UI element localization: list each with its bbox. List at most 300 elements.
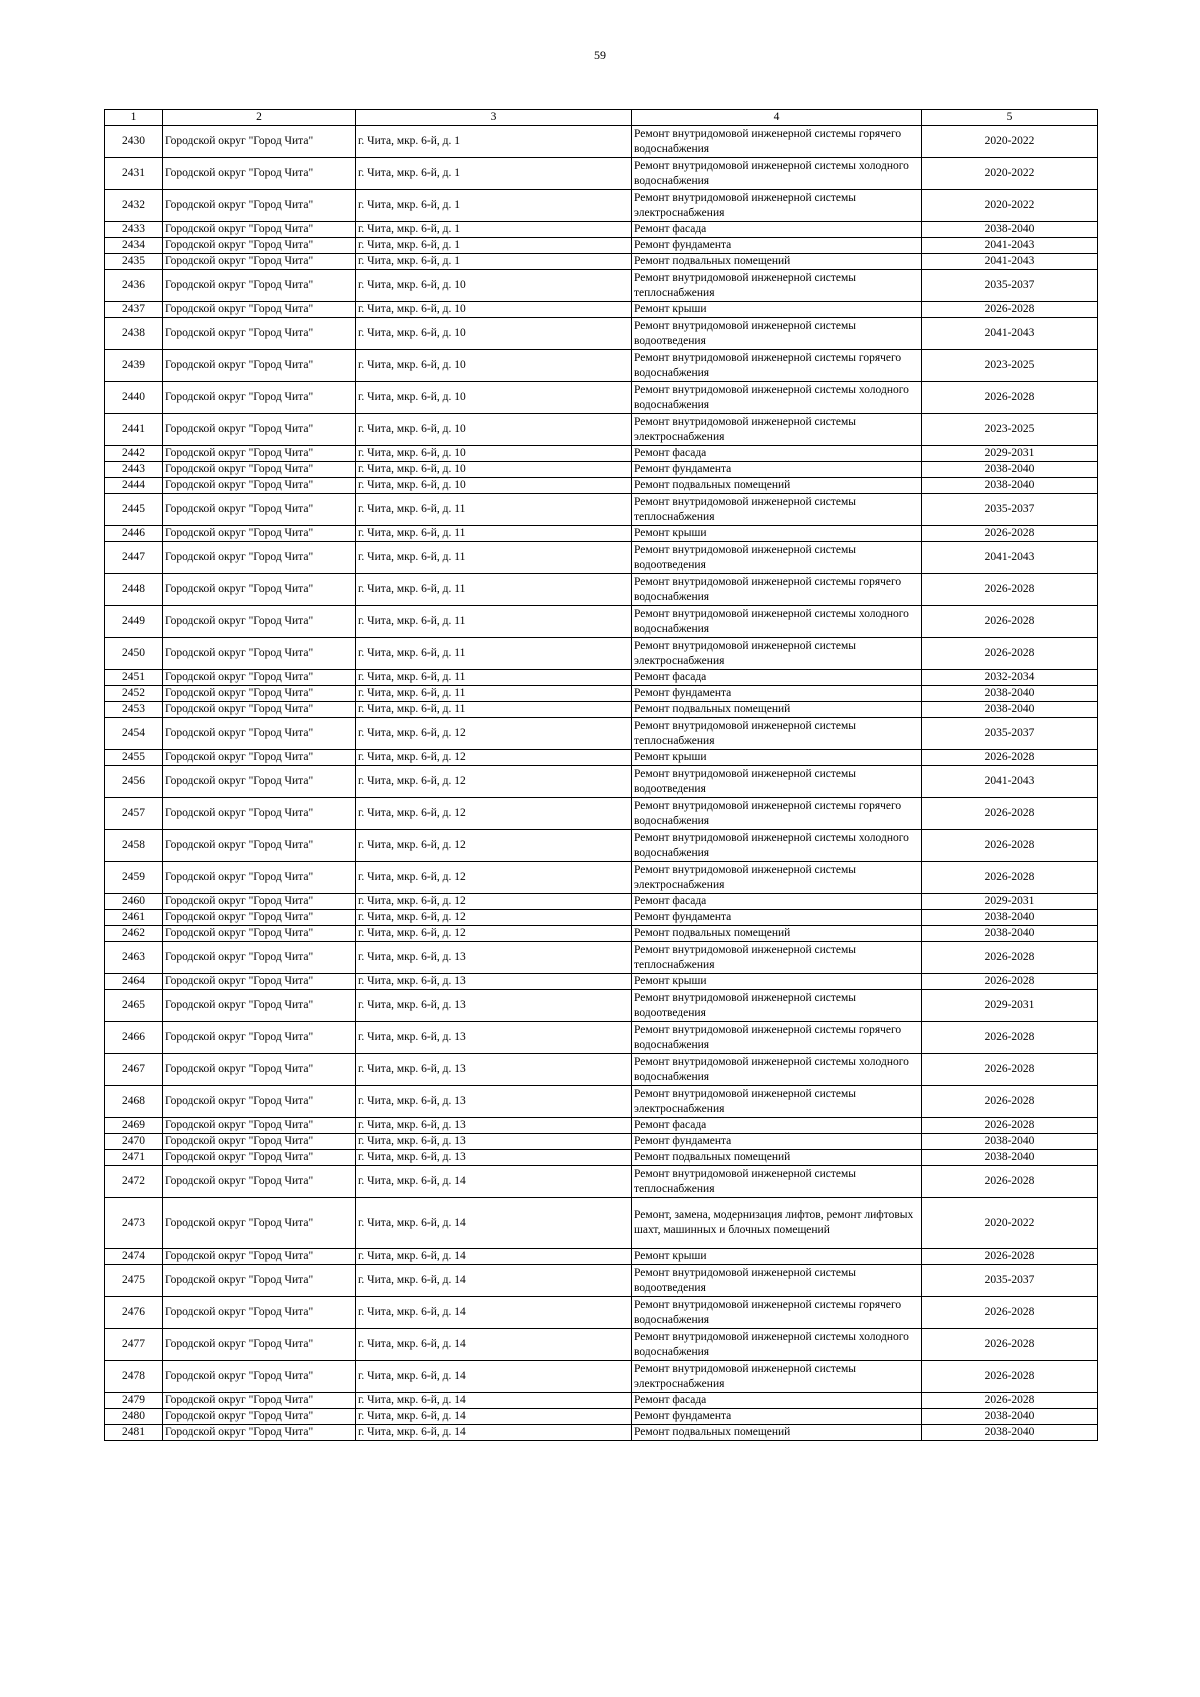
table-body bbox=[105, 110, 1098, 1441]
row-number-cell: 2437 bbox=[105, 302, 163, 318]
address-cell: г. Чита, мкр. 6-й, д. 11 bbox=[356, 574, 632, 606]
municipality-cell: Городской округ "Город Чита" bbox=[163, 606, 356, 638]
period-cell: 2041-2043 bbox=[922, 318, 1098, 350]
row-number-cell: 2473 bbox=[105, 1198, 163, 1249]
table-row bbox=[105, 830, 1098, 862]
table-row bbox=[105, 574, 1098, 606]
row-number-cell: 2471 bbox=[105, 1150, 163, 1166]
row-number-cell: 2448 bbox=[105, 574, 163, 606]
period-cell: 2026-2028 bbox=[922, 1393, 1098, 1409]
row-number-cell: 2455 bbox=[105, 750, 163, 766]
row-number-cell: 2436 bbox=[105, 270, 163, 302]
municipality-cell: Городской округ "Город Чита" bbox=[163, 702, 356, 718]
municipality-cell: Городской округ "Город Чита" bbox=[163, 1086, 356, 1118]
row-number-cell: 2443 bbox=[105, 462, 163, 478]
address-cell: г. Чита, мкр. 6-й, д. 11 bbox=[356, 494, 632, 526]
address-cell: г. Чита, мкр. 6-й, д. 1 bbox=[356, 190, 632, 222]
address-cell: г. Чита, мкр. 6-й, д. 14 bbox=[356, 1249, 632, 1265]
table-row bbox=[105, 1198, 1098, 1249]
table-row bbox=[105, 718, 1098, 750]
municipality-cell: Городской округ "Город Чита" bbox=[163, 1329, 356, 1361]
work-type-cell: Ремонт внутридомовой инженерной системы теплоснабжения bbox=[632, 942, 922, 974]
municipality-cell: Городской округ "Город Чита" bbox=[163, 798, 356, 830]
table-row bbox=[105, 1054, 1098, 1086]
period-cell: 2020-2022 bbox=[922, 126, 1098, 158]
period-cell: 2038-2040 bbox=[922, 926, 1098, 942]
row-number-cell: 2450 bbox=[105, 638, 163, 670]
table-row bbox=[105, 254, 1098, 270]
municipality-cell: Городской округ "Город Чита" bbox=[163, 270, 356, 302]
period-cell: 2026-2028 bbox=[922, 862, 1098, 894]
table-header-row bbox=[105, 110, 1098, 126]
address-cell: г. Чита, мкр. 6-й, д. 1 bbox=[356, 126, 632, 158]
table-row bbox=[105, 894, 1098, 910]
municipality-cell: Городской округ "Город Чита" bbox=[163, 1198, 356, 1249]
address-cell: г. Чита, мкр. 6-й, д. 11 bbox=[356, 638, 632, 670]
municipality-cell: Городской округ "Город Чита" bbox=[163, 318, 356, 350]
address-cell: г. Чита, мкр. 6-й, д. 14 bbox=[356, 1297, 632, 1329]
page-number: 59 bbox=[594, 48, 606, 62]
address-cell: г. Чита, мкр. 6-й, д. 1 bbox=[356, 254, 632, 270]
address-cell: г. Чита, мкр. 6-й, д. 10 bbox=[356, 302, 632, 318]
work-type-cell: Ремонт внутридомовой инженерной системы электроснабжения bbox=[632, 1086, 922, 1118]
table-row bbox=[105, 238, 1098, 254]
period-cell: 2026-2028 bbox=[922, 606, 1098, 638]
row-number-cell: 2461 bbox=[105, 910, 163, 926]
row-number-cell: 2457 bbox=[105, 798, 163, 830]
table-row bbox=[105, 526, 1098, 542]
table-row bbox=[105, 270, 1098, 302]
period-cell: 2026-2028 bbox=[922, 382, 1098, 414]
work-type-cell: Ремонт внутридомовой инженерной системы холодного водоснабжения bbox=[632, 606, 922, 638]
period-cell: 2026-2028 bbox=[922, 830, 1098, 862]
address-cell: г. Чита, мкр. 6-й, д. 13 bbox=[356, 1022, 632, 1054]
period-cell: 2035-2037 bbox=[922, 494, 1098, 526]
period-cell: 2026-2028 bbox=[922, 1118, 1098, 1134]
work-type-cell: Ремонт внутридомовой инженерной системы водоотведения bbox=[632, 990, 922, 1022]
row-number-cell: 2431 bbox=[105, 158, 163, 190]
address-cell: г. Чита, мкр. 6-й, д. 14 bbox=[356, 1265, 632, 1297]
row-number-cell: 2476 bbox=[105, 1297, 163, 1329]
municipality-cell: Городской округ "Город Чита" bbox=[163, 462, 356, 478]
row-number-cell: 2467 bbox=[105, 1054, 163, 1086]
work-type-cell: Ремонт подвальных помещений bbox=[632, 702, 922, 718]
municipality-cell: Городской округ "Город Чита" bbox=[163, 830, 356, 862]
row-number-cell: 2440 bbox=[105, 382, 163, 414]
period-cell: 2026-2028 bbox=[922, 974, 1098, 990]
work-type-cell: Ремонт фундамента bbox=[632, 910, 922, 926]
row-number-cell: 2452 bbox=[105, 686, 163, 702]
period-cell: 2026-2028 bbox=[922, 1249, 1098, 1265]
address-cell: г. Чита, мкр. 6-й, д. 11 bbox=[356, 542, 632, 574]
table-row bbox=[105, 942, 1098, 974]
table-row bbox=[105, 670, 1098, 686]
table-row bbox=[105, 606, 1098, 638]
address-cell: г. Чита, мкр. 6-й, д. 10 bbox=[356, 414, 632, 446]
period-cell: 2038-2040 bbox=[922, 478, 1098, 494]
period-cell: 2038-2040 bbox=[922, 462, 1098, 478]
table-row bbox=[105, 1361, 1098, 1393]
row-number-cell: 2465 bbox=[105, 990, 163, 1022]
row-number-cell: 2433 bbox=[105, 222, 163, 238]
work-type-cell: Ремонт фасада bbox=[632, 446, 922, 462]
work-type-cell: Ремонт внутридомовой инженерной системы электроснабжения bbox=[632, 1361, 922, 1393]
table-row bbox=[105, 1022, 1098, 1054]
work-type-cell: Ремонт фасада bbox=[632, 1393, 922, 1409]
address-cell: г. Чита, мкр. 6-й, д. 14 bbox=[356, 1409, 632, 1425]
municipality-cell: Городской округ "Город Чита" bbox=[163, 382, 356, 414]
municipality-cell: Городской округ "Город Чита" bbox=[163, 926, 356, 942]
address-cell: г. Чита, мкр. 6-й, д. 14 bbox=[356, 1425, 632, 1441]
address-cell: г. Чита, мкр. 6-й, д. 10 bbox=[356, 462, 632, 478]
table-row bbox=[105, 798, 1098, 830]
work-type-cell: Ремонт внутридомовой инженерной системы горячего водоснабжения bbox=[632, 1297, 922, 1329]
period-cell: 2026-2028 bbox=[922, 574, 1098, 606]
work-type-cell: Ремонт подвальных помещений bbox=[632, 926, 922, 942]
period-cell: 2026-2028 bbox=[922, 942, 1098, 974]
address-cell: г. Чита, мкр. 6-й, д. 12 bbox=[356, 894, 632, 910]
work-type-cell: Ремонт фундамента bbox=[632, 238, 922, 254]
row-number-cell: 2474 bbox=[105, 1249, 163, 1265]
address-cell: г. Чита, мкр. 6-й, д. 12 bbox=[356, 910, 632, 926]
address-cell: г. Чита, мкр. 6-й, д. 10 bbox=[356, 350, 632, 382]
work-type-cell: Ремонт подвальных помещений bbox=[632, 1425, 922, 1441]
address-cell: г. Чита, мкр. 6-й, д. 13 bbox=[356, 1054, 632, 1086]
table-row bbox=[105, 1265, 1098, 1297]
table-row bbox=[105, 974, 1098, 990]
row-number-cell: 2479 bbox=[105, 1393, 163, 1409]
period-cell: 2029-2031 bbox=[922, 894, 1098, 910]
table-row bbox=[105, 638, 1098, 670]
table-row bbox=[105, 702, 1098, 718]
row-number-cell: 2472 bbox=[105, 1166, 163, 1198]
work-type-cell: Ремонт внутридомовой инженерной системы горячего водоснабжения bbox=[632, 1022, 922, 1054]
address-cell: г. Чита, мкр. 6-й, д. 1 bbox=[356, 222, 632, 238]
column-header-5: 5 bbox=[922, 110, 1098, 126]
row-number-cell: 2434 bbox=[105, 238, 163, 254]
row-number-cell: 2475 bbox=[105, 1265, 163, 1297]
work-type-cell: Ремонт внутридомовой инженерной системы теплоснабжения bbox=[632, 494, 922, 526]
municipality-cell: Городской округ "Город Чита" bbox=[163, 750, 356, 766]
municipality-cell: Городской округ "Город Чита" bbox=[163, 1265, 356, 1297]
period-cell: 2023-2025 bbox=[922, 414, 1098, 446]
municipality-cell: Городской округ "Город Чита" bbox=[163, 254, 356, 270]
period-cell: 2020-2022 bbox=[922, 158, 1098, 190]
address-cell: г. Чита, мкр. 6-й, д. 12 bbox=[356, 862, 632, 894]
work-type-cell: Ремонт фундамента bbox=[632, 1409, 922, 1425]
municipality-cell: Городской округ "Город Чита" bbox=[163, 190, 356, 222]
work-type-cell: Ремонт фасада bbox=[632, 222, 922, 238]
address-cell: г. Чита, мкр. 6-й, д. 14 bbox=[356, 1361, 632, 1393]
municipality-cell: Городской округ "Город Чита" bbox=[163, 718, 356, 750]
table-row bbox=[105, 750, 1098, 766]
work-type-cell: Ремонт внутридомовой инженерной системы теплоснабжения bbox=[632, 718, 922, 750]
capital-repair-table bbox=[104, 109, 1098, 1441]
municipality-cell: Городской округ "Город Чита" bbox=[163, 686, 356, 702]
address-cell: г. Чита, мкр. 6-й, д. 13 bbox=[356, 1134, 632, 1150]
address-cell: г. Чита, мкр. 6-й, д. 10 bbox=[356, 478, 632, 494]
address-cell: г. Чита, мкр. 6-й, д. 14 bbox=[356, 1329, 632, 1361]
work-type-cell: Ремонт внутридомовой инженерной системы холодного водоснабжения bbox=[632, 1329, 922, 1361]
work-type-cell: Ремонт крыши bbox=[632, 1249, 922, 1265]
period-cell: 2041-2043 bbox=[922, 542, 1098, 574]
work-type-cell: Ремонт крыши bbox=[632, 750, 922, 766]
municipality-cell: Городской округ "Город Чита" bbox=[163, 126, 356, 158]
period-cell: 2041-2043 bbox=[922, 238, 1098, 254]
table-row bbox=[105, 1425, 1098, 1441]
row-number-cell: 2444 bbox=[105, 478, 163, 494]
address-cell: г. Чита, мкр. 6-й, д. 13 bbox=[356, 1086, 632, 1118]
row-number-cell: 2462 bbox=[105, 926, 163, 942]
municipality-cell: Городской округ "Город Чита" bbox=[163, 1393, 356, 1409]
work-type-cell: Ремонт крыши bbox=[632, 302, 922, 318]
address-cell: г. Чита, мкр. 6-й, д. 14 bbox=[356, 1393, 632, 1409]
table-row bbox=[105, 494, 1098, 526]
municipality-cell: Городской округ "Город Чита" bbox=[163, 478, 356, 494]
address-cell: г. Чита, мкр. 6-й, д. 12 bbox=[356, 766, 632, 798]
municipality-cell: Городской округ "Город Чита" bbox=[163, 974, 356, 990]
address-cell: г. Чита, мкр. 6-й, д. 10 bbox=[356, 318, 632, 350]
period-cell: 2038-2040 bbox=[922, 910, 1098, 926]
work-type-cell: Ремонт внутридомовой инженерной системы теплоснабжения bbox=[632, 270, 922, 302]
table-row bbox=[105, 1329, 1098, 1361]
period-cell: 2038-2040 bbox=[922, 1425, 1098, 1441]
work-type-cell: Ремонт фасада bbox=[632, 1118, 922, 1134]
table-row bbox=[105, 414, 1098, 446]
period-cell: 2026-2028 bbox=[922, 1086, 1098, 1118]
address-cell: г. Чита, мкр. 6-й, д. 14 bbox=[356, 1166, 632, 1198]
municipality-cell: Городской округ "Город Чита" bbox=[163, 222, 356, 238]
period-cell: 2023-2025 bbox=[922, 350, 1098, 382]
work-type-cell: Ремонт внутридомовой инженерной системы горячего водоснабжения bbox=[632, 798, 922, 830]
row-number-cell: 2468 bbox=[105, 1086, 163, 1118]
row-number-cell: 2446 bbox=[105, 526, 163, 542]
column-header-2: 2 bbox=[163, 110, 356, 126]
work-type-cell: Ремонт подвальных помещений bbox=[632, 1150, 922, 1166]
row-number-cell: 2449 bbox=[105, 606, 163, 638]
row-number-cell: 2459 bbox=[105, 862, 163, 894]
row-number-cell: 2432 bbox=[105, 190, 163, 222]
period-cell: 2035-2037 bbox=[922, 718, 1098, 750]
address-cell: г. Чита, мкр. 6-й, д. 13 bbox=[356, 1118, 632, 1134]
municipality-cell: Городской округ "Город Чита" bbox=[163, 1054, 356, 1086]
table-row bbox=[105, 910, 1098, 926]
work-type-cell: Ремонт внутридомовой инженерной системы электроснабжения bbox=[632, 414, 922, 446]
work-type-cell: Ремонт фасада bbox=[632, 670, 922, 686]
period-cell: 2029-2031 bbox=[922, 446, 1098, 462]
municipality-cell: Городской округ "Город Чита" bbox=[163, 942, 356, 974]
table-row bbox=[105, 862, 1098, 894]
address-cell: г. Чита, мкр. 6-й, д. 10 bbox=[356, 270, 632, 302]
address-cell: г. Чита, мкр. 6-й, д. 13 bbox=[356, 974, 632, 990]
row-number-cell: 2451 bbox=[105, 670, 163, 686]
period-cell: 2026-2028 bbox=[922, 750, 1098, 766]
work-type-cell: Ремонт фасада bbox=[632, 894, 922, 910]
period-cell: 2026-2028 bbox=[922, 1297, 1098, 1329]
address-cell: г. Чита, мкр. 6-й, д. 10 bbox=[356, 382, 632, 414]
address-cell: г. Чита, мкр. 6-й, д. 11 bbox=[356, 606, 632, 638]
municipality-cell: Городской округ "Город Чита" bbox=[163, 766, 356, 798]
table-row bbox=[105, 1249, 1098, 1265]
row-number-cell: 2480 bbox=[105, 1409, 163, 1425]
address-cell: г. Чита, мкр. 6-й, д. 1 bbox=[356, 238, 632, 254]
row-number-cell: 2463 bbox=[105, 942, 163, 974]
address-cell: г. Чита, мкр. 6-й, д. 11 bbox=[356, 686, 632, 702]
municipality-cell: Городской округ "Город Чита" bbox=[163, 1249, 356, 1265]
row-number-cell: 2435 bbox=[105, 254, 163, 270]
period-cell: 2041-2043 bbox=[922, 254, 1098, 270]
row-number-cell: 2466 bbox=[105, 1022, 163, 1054]
municipality-cell: Городской округ "Город Чита" bbox=[163, 990, 356, 1022]
period-cell: 2020-2022 bbox=[922, 190, 1098, 222]
row-number-cell: 2438 bbox=[105, 318, 163, 350]
table-row bbox=[105, 126, 1098, 158]
column-header-4: 4 bbox=[632, 110, 922, 126]
table-row bbox=[105, 1409, 1098, 1425]
work-type-cell: Ремонт внутридомовой инженерной системы водоотведения bbox=[632, 318, 922, 350]
row-number-cell: 2441 bbox=[105, 414, 163, 446]
period-cell: 2026-2028 bbox=[922, 1329, 1098, 1361]
municipality-cell: Городской округ "Город Чита" bbox=[163, 1134, 356, 1150]
period-cell: 2041-2043 bbox=[922, 766, 1098, 798]
work-type-cell: Ремонт внутридомовой инженерной системы электроснабжения bbox=[632, 862, 922, 894]
period-cell: 2026-2028 bbox=[922, 1166, 1098, 1198]
address-cell: г. Чита, мкр. 6-й, д. 13 bbox=[356, 942, 632, 974]
period-cell: 2026-2028 bbox=[922, 638, 1098, 670]
work-type-cell: Ремонт крыши bbox=[632, 526, 922, 542]
period-cell: 2035-2037 bbox=[922, 1265, 1098, 1297]
row-number-cell: 2477 bbox=[105, 1329, 163, 1361]
table-row bbox=[105, 222, 1098, 238]
work-type-cell: Ремонт, замена, модернизация лифтов, ремонт лифтовых шахт, машинных и блочных помещений bbox=[632, 1198, 922, 1249]
period-cell: 2026-2028 bbox=[922, 1022, 1098, 1054]
table-row bbox=[105, 926, 1098, 942]
row-number-cell: 2445 bbox=[105, 494, 163, 526]
table-row bbox=[105, 1118, 1098, 1134]
municipality-cell: Городской округ "Город Чита" bbox=[163, 894, 356, 910]
municipality-cell: Городской округ "Город Чита" bbox=[163, 1409, 356, 1425]
table-row bbox=[105, 990, 1098, 1022]
row-number-cell: 2456 bbox=[105, 766, 163, 798]
table-row bbox=[105, 1150, 1098, 1166]
municipality-cell: Городской округ "Город Чита" bbox=[163, 1150, 356, 1166]
row-number-cell: 2481 bbox=[105, 1425, 163, 1441]
work-type-cell: Ремонт фундамента bbox=[632, 1134, 922, 1150]
work-type-cell: Ремонт внутридомовой инженерной системы холодного водоснабжения bbox=[632, 158, 922, 190]
municipality-cell: Городской округ "Город Чита" bbox=[163, 574, 356, 606]
address-cell: г. Чита, мкр. 6-й, д. 12 bbox=[356, 798, 632, 830]
row-number-cell: 2464 bbox=[105, 974, 163, 990]
column-header-3: 3 bbox=[356, 110, 632, 126]
period-cell: 2038-2040 bbox=[922, 702, 1098, 718]
municipality-cell: Городской округ "Город Чита" bbox=[163, 414, 356, 446]
municipality-cell: Городской округ "Город Чита" bbox=[163, 1118, 356, 1134]
work-type-cell: Ремонт внутридомовой инженерной системы холодного водоснабжения bbox=[632, 382, 922, 414]
municipality-cell: Городской округ "Город Чита" bbox=[163, 238, 356, 254]
address-cell: г. Чита, мкр. 6-й, д. 1 bbox=[356, 158, 632, 190]
municipality-cell: Городской округ "Город Чита" bbox=[163, 1166, 356, 1198]
municipality-cell: Городской округ "Город Чита" bbox=[163, 302, 356, 318]
row-number-cell: 2478 bbox=[105, 1361, 163, 1393]
period-cell: 2038-2040 bbox=[922, 222, 1098, 238]
row-number-cell: 2460 bbox=[105, 894, 163, 910]
table-row bbox=[105, 542, 1098, 574]
period-cell: 2038-2040 bbox=[922, 1409, 1098, 1425]
work-type-cell: Ремонт подвальных помещений bbox=[632, 254, 922, 270]
table-row bbox=[105, 318, 1098, 350]
table-row bbox=[105, 1393, 1098, 1409]
municipality-cell: Городской округ "Город Чита" bbox=[163, 158, 356, 190]
table-row bbox=[105, 478, 1098, 494]
period-cell: 2026-2028 bbox=[922, 526, 1098, 542]
period-cell: 2038-2040 bbox=[922, 1150, 1098, 1166]
row-number-cell: 2458 bbox=[105, 830, 163, 862]
municipality-cell: Городской округ "Город Чита" bbox=[163, 526, 356, 542]
municipality-cell: Городской округ "Город Чита" bbox=[163, 1361, 356, 1393]
address-cell: г. Чита, мкр. 6-й, д. 12 bbox=[356, 926, 632, 942]
period-cell: 2026-2028 bbox=[922, 798, 1098, 830]
period-cell: 2038-2040 bbox=[922, 1134, 1098, 1150]
table-row bbox=[105, 766, 1098, 798]
municipality-cell: Городской округ "Город Чита" bbox=[163, 1022, 356, 1054]
municipality-cell: Городской округ "Город Чита" bbox=[163, 494, 356, 526]
address-cell: г. Чита, мкр. 6-й, д. 11 bbox=[356, 702, 632, 718]
municipality-cell: Городской округ "Город Чита" bbox=[163, 350, 356, 382]
table-row bbox=[105, 1086, 1098, 1118]
period-cell: 2038-2040 bbox=[922, 686, 1098, 702]
municipality-cell: Городской округ "Город Чита" bbox=[163, 1297, 356, 1329]
period-cell: 2020-2022 bbox=[922, 1198, 1098, 1249]
work-type-cell: Ремонт внутридомовой инженерной системы электроснабжения bbox=[632, 638, 922, 670]
work-type-cell: Ремонт внутридомовой инженерной системы водоотведения bbox=[632, 1265, 922, 1297]
period-cell: 2026-2028 bbox=[922, 1054, 1098, 1086]
address-cell: г. Чита, мкр. 6-й, д. 11 bbox=[356, 670, 632, 686]
table-row bbox=[105, 1134, 1098, 1150]
table-row bbox=[105, 350, 1098, 382]
municipality-cell: Городской округ "Город Чита" bbox=[163, 638, 356, 670]
address-cell: г. Чита, мкр. 6-й, д. 12 bbox=[356, 718, 632, 750]
work-type-cell: Ремонт внутридомовой инженерной системы водоотведения bbox=[632, 766, 922, 798]
work-type-cell: Ремонт внутридомовой инженерной системы холодного водоснабжения bbox=[632, 1054, 922, 1086]
work-type-cell: Ремонт внутридомовой инженерной системы электроснабжения bbox=[632, 190, 922, 222]
row-number-cell: 2439 bbox=[105, 350, 163, 382]
row-number-cell: 2469 bbox=[105, 1118, 163, 1134]
table-row bbox=[105, 462, 1098, 478]
row-number-cell: 2454 bbox=[105, 718, 163, 750]
work-type-cell: Ремонт внутридомовой инженерной системы теплоснабжения bbox=[632, 1166, 922, 1198]
work-type-cell: Ремонт фундамента bbox=[632, 462, 922, 478]
work-type-cell: Ремонт внутридомовой инженерной системы горячего водоснабжения bbox=[632, 574, 922, 606]
work-type-cell: Ремонт внутридомовой инженерной системы горячего водоснабжения bbox=[632, 126, 922, 158]
address-cell: г. Чита, мкр. 6-й, д. 13 bbox=[356, 1150, 632, 1166]
municipality-cell: Городской округ "Город Чита" bbox=[163, 1425, 356, 1441]
period-cell: 2026-2028 bbox=[922, 302, 1098, 318]
work-type-cell: Ремонт внутридомовой инженерной системы водоотведения bbox=[632, 542, 922, 574]
municipality-cell: Городской округ "Город Чита" bbox=[163, 910, 356, 926]
table-row bbox=[105, 190, 1098, 222]
period-cell: 2035-2037 bbox=[922, 270, 1098, 302]
table-row bbox=[105, 382, 1098, 414]
period-cell: 2026-2028 bbox=[922, 1361, 1098, 1393]
work-type-cell: Ремонт крыши bbox=[632, 974, 922, 990]
work-type-cell: Ремонт подвальных помещений bbox=[632, 478, 922, 494]
table-row bbox=[105, 158, 1098, 190]
municipality-cell: Городской округ "Город Чита" bbox=[163, 542, 356, 574]
period-cell: 2032-2034 bbox=[922, 670, 1098, 686]
address-cell: г. Чита, мкр. 6-й, д. 12 bbox=[356, 750, 632, 766]
work-type-cell: Ремонт внутридомовой инженерной системы холодного водоснабжения bbox=[632, 830, 922, 862]
address-cell: г. Чита, мкр. 6-й, д. 12 bbox=[356, 830, 632, 862]
